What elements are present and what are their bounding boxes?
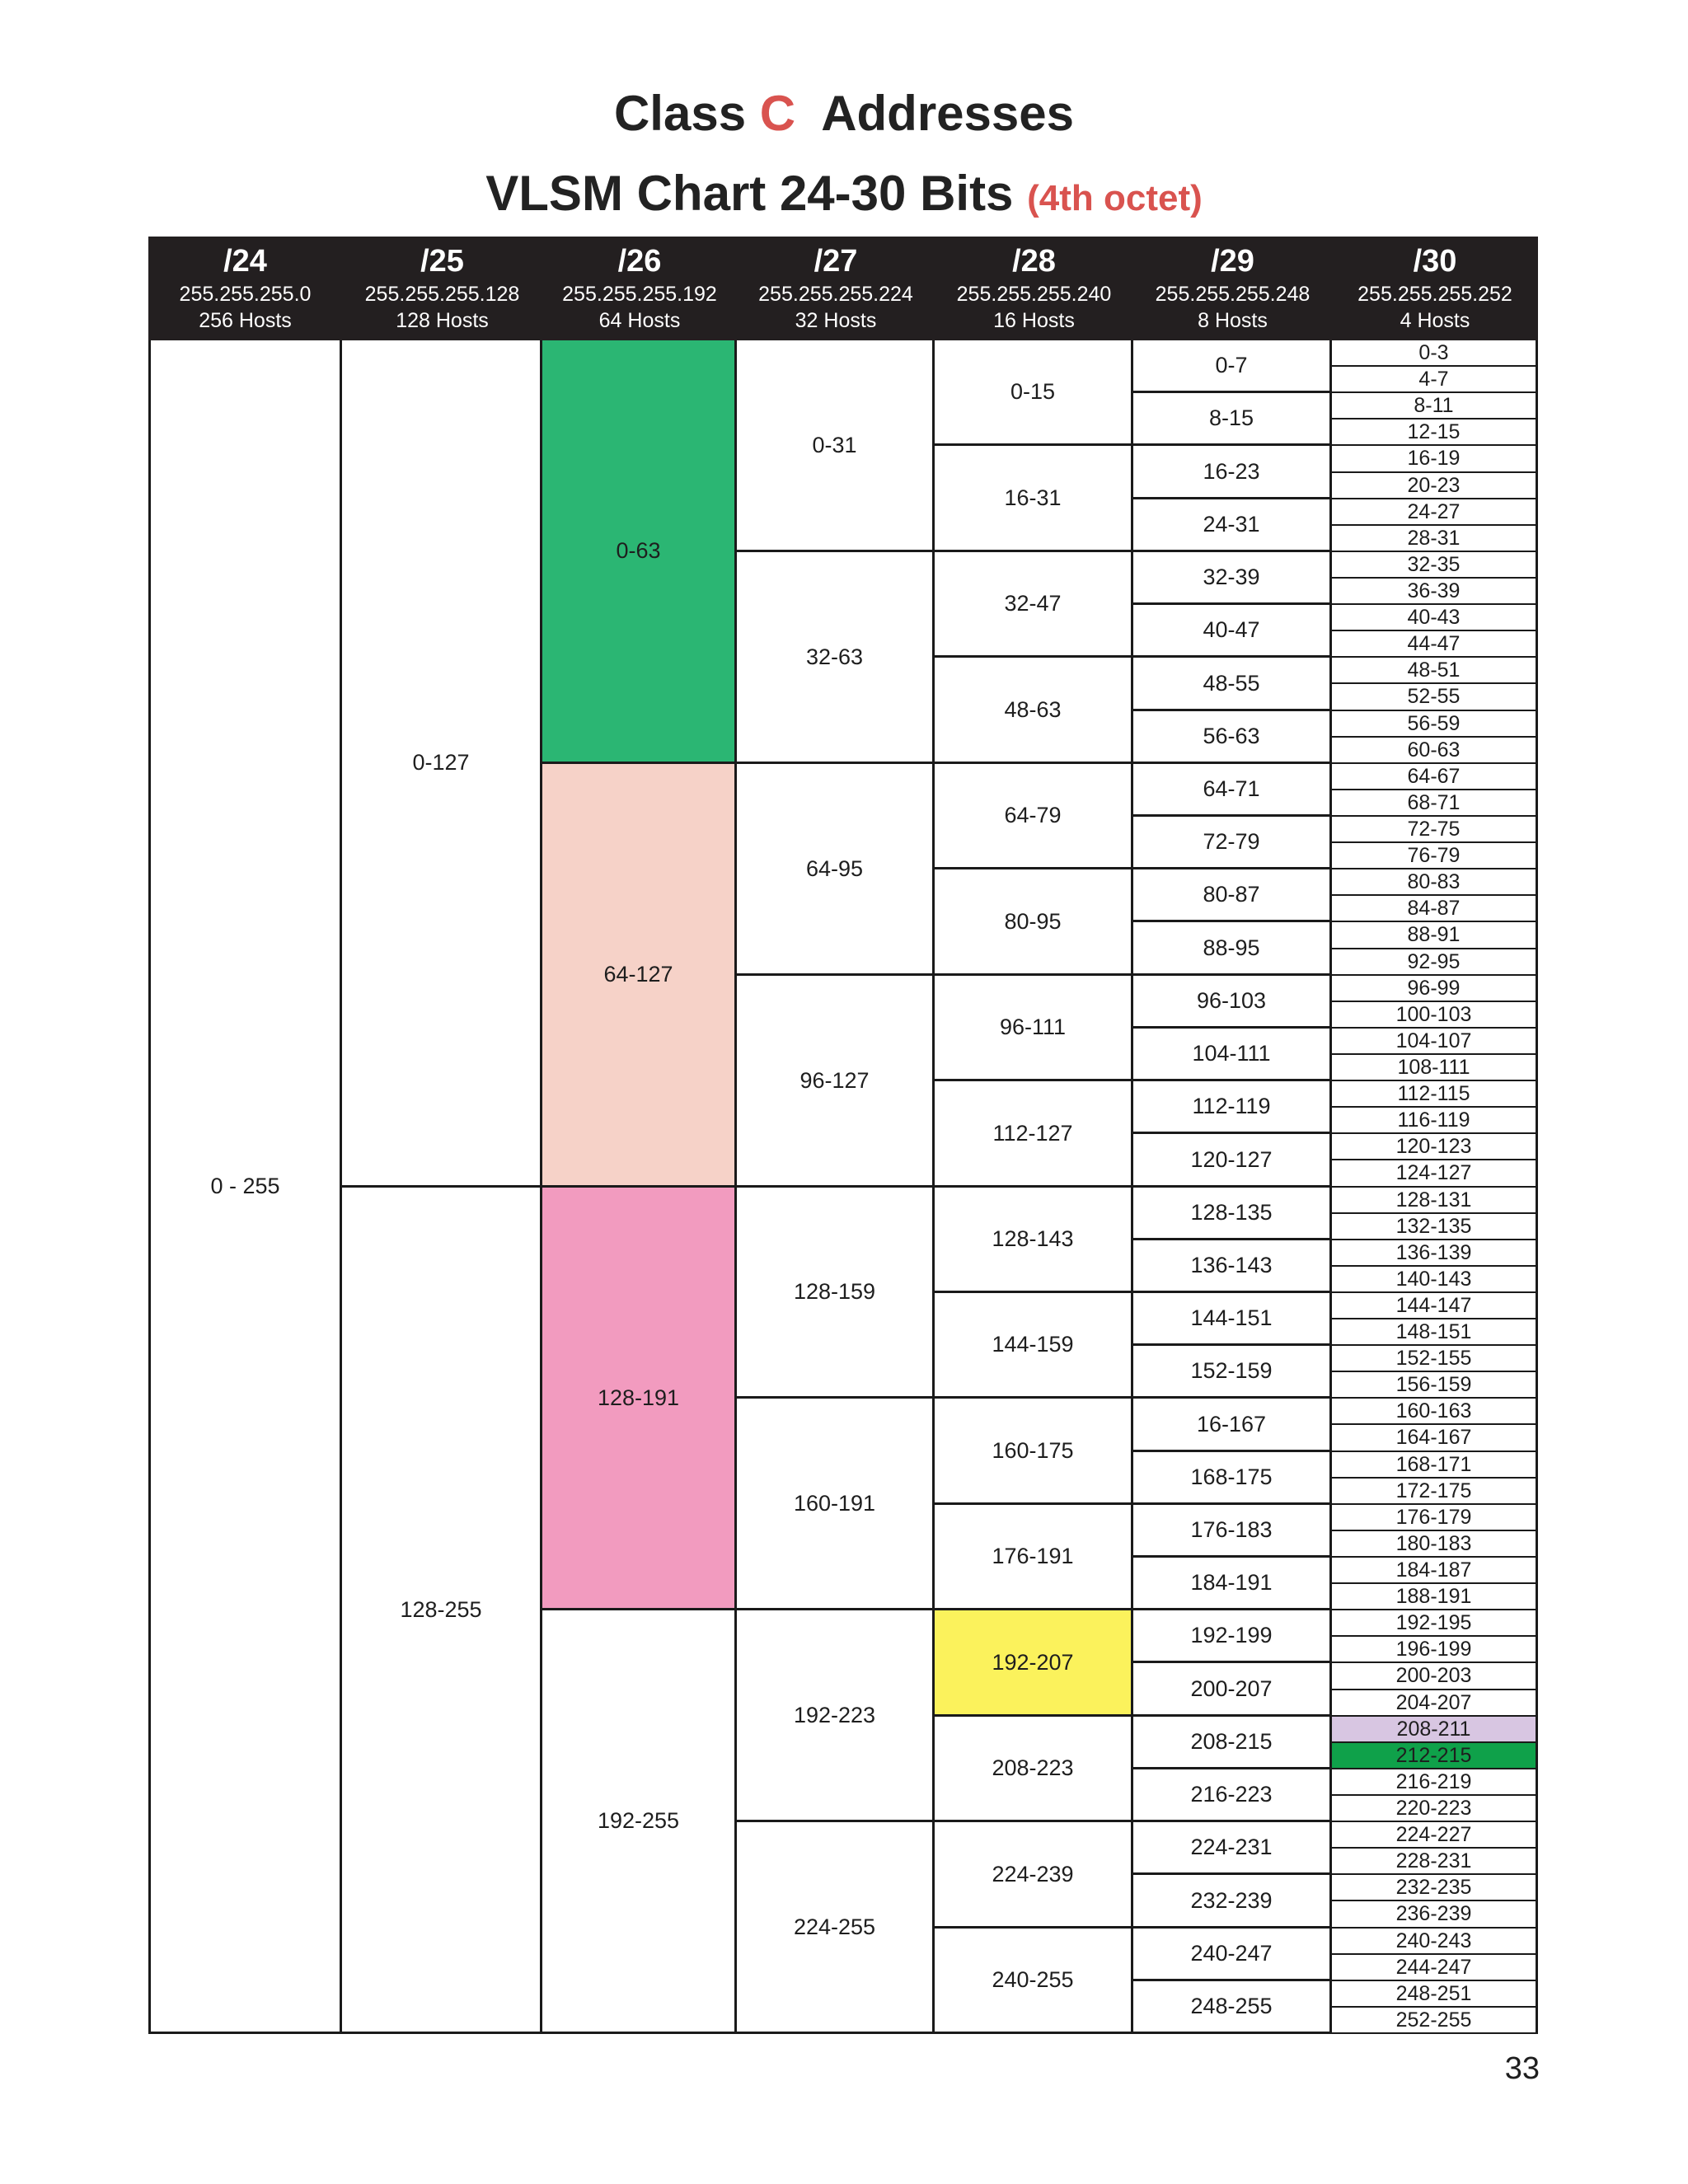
subnet-cell-30: 84-87 [1332,896,1538,922]
subnet-cell-27: 96-127 [737,976,935,1188]
subnet-cell-28: 128-143 [935,1188,1133,1293]
subnet-cell-29: 176-183 [1133,1505,1332,1558]
header-mask: 255.255.255.128 [364,283,520,306]
subnet-cell-30: 152-155 [1332,1346,1538,1372]
header-mask: 255.255.255.248 [1155,283,1311,306]
subnet-cell-28: 0-15 [935,340,1133,446]
subnet-cell-27: 160-191 [737,1399,935,1610]
subnet-cell-29: 136-143 [1133,1240,1332,1293]
page-title [0,81,1688,147]
subnet-cell-30: 124-127 [1332,1160,1538,1188]
subnet-cell-30: 244-247 [1332,1955,1538,1981]
header-prefix: /28 [1012,244,1056,279]
header-hosts: 16 Hosts [993,309,1075,332]
subnet-cell-27: 192-223 [737,1610,935,1822]
subnet-cell-29: 112-119 [1133,1081,1332,1134]
header-col-25 [342,237,542,340]
subnet-cell-28: 144-159 [935,1293,1133,1399]
subnet-cell-29: 192-199 [1133,1610,1332,1663]
header-hosts: 32 Hosts [795,309,877,332]
subnet-cell-30: 148-151 [1332,1319,1538,1346]
subnet-cell-29: 152-159 [1133,1346,1332,1399]
subnet-cell-30: 64-67 [1332,764,1538,790]
subnet-cell-30: 112-115 [1332,1081,1538,1108]
subnet-cell-30: 128-131 [1332,1188,1538,1214]
subnet-cell-30: 44-47 [1332,631,1538,658]
subnet-cell-24: 0 - 255 [148,340,342,2034]
chart-subtitle [0,161,1688,227]
subnet-cell-30: 108-111 [1332,1055,1538,1081]
subnet-cell-30: 228-231 [1332,1849,1538,1875]
subnet-cell-30: 216-219 [1332,1769,1538,1796]
subnet-cell-26: 0-63 [542,340,737,764]
subnet-cell-29: 216-223 [1133,1769,1332,1822]
subnet-cell-28: 16-31 [935,446,1133,552]
subnet-cell-26: 128-191 [542,1188,737,1610]
subnet-cell-30: 196-199 [1332,1637,1538,1663]
subnet-cell-30: 184-187 [1332,1558,1538,1584]
subnet-cell-30: 204-207 [1332,1690,1538,1717]
subnet-cell-28: 96-111 [935,976,1133,1081]
subnet-cell-30: 20-23 [1332,473,1538,499]
subnet-cell-28: 224-239 [935,1822,1133,1929]
header-mask: 255.255.255.192 [562,283,717,306]
subnet-cell-30: 136-139 [1332,1240,1538,1267]
subnet-cell-29: 56-63 [1133,711,1332,764]
subnet-cell-29: 240-247 [1133,1929,1332,1981]
subnet-cell-29: 184-191 [1133,1558,1332,1610]
subnet-cell-27: 128-159 [737,1188,935,1399]
subnet-cell-29: 88-95 [1133,922,1332,976]
header-prefix: /25 [420,244,464,279]
subnet-cell-30: 176-179 [1332,1505,1538,1531]
subnet-cell-30: 224-227 [1332,1822,1538,1849]
subnet-cell-30: 12-15 [1332,419,1538,446]
subnet-cell-29: 144-151 [1133,1293,1332,1346]
subnet-cell-30: 92-95 [1332,949,1538,976]
subnet-cell-30: 24-27 [1332,499,1538,526]
header-hosts: 8 Hosts [1198,309,1268,332]
subnet-cell-29: 120-127 [1133,1134,1332,1188]
subnet-cell-29: 96-103 [1133,976,1332,1029]
header-hosts: 64 Hosts [598,309,681,332]
subtitle-main: VLSM Chart 24-30 Bits [485,166,1014,221]
subnet-cell-29: 248-255 [1133,1981,1332,2034]
subnet-cell-29: 72-79 [1133,817,1332,869]
subnet-cell-30: 252-255 [1332,2008,1538,2034]
subnet-cell-30: 40-43 [1332,605,1538,631]
header-prefix: /27 [814,244,858,279]
subnet-cell-29: 168-175 [1133,1452,1332,1505]
subnet-cell-25: 0-127 [342,340,542,1188]
subnet-cell-30: 28-31 [1332,526,1538,552]
subnet-cell-30: 116-119 [1332,1108,1538,1134]
chart-header [148,237,1538,340]
subnet-cell-30: 248-251 [1332,1981,1538,2008]
subnet-cell-29: 200-207 [1133,1663,1332,1717]
subnet-cell-29: 128-135 [1133,1188,1332,1240]
subnet-cell-29: 232-239 [1133,1875,1332,1929]
subnet-cell-28: 48-63 [935,658,1133,764]
subnet-cell-27: 32-63 [737,552,935,764]
subnet-cell-30: 164-167 [1332,1425,1538,1452]
subnet-cell-30: 212-215 [1332,1743,1538,1769]
subnet-cell-30: 236-239 [1332,1901,1538,1929]
subnet-cell-28: 80-95 [935,869,1133,976]
subnet-cell-30: 240-243 [1332,1929,1538,1955]
subnet-cell-30: 172-175 [1332,1479,1538,1505]
chart-body [148,340,1538,2034]
header-col-29 [1133,237,1332,340]
header-col-28 [935,237,1133,340]
subnet-cell-30: 4-7 [1332,367,1538,393]
subnet-cell-28: 176-191 [935,1505,1133,1610]
subnet-cell-30: 160-163 [1332,1399,1538,1425]
subnet-cell-30: 232-235 [1332,1875,1538,1901]
subnet-cell-30: 72-75 [1332,817,1538,843]
subnet-cell-29: 0-7 [1133,340,1332,393]
subnet-cell-28: 240-255 [935,1929,1133,2034]
subnet-cell-30: 200-203 [1332,1663,1538,1690]
subnet-cell-30: 36-39 [1332,579,1538,605]
subnet-cell-30: 60-63 [1332,738,1538,764]
subnet-cell-29: 80-87 [1133,869,1332,922]
subnet-cell-30: 52-55 [1332,684,1538,711]
header-mask: 255.255.255.0 [179,283,312,306]
subnet-cell-30: 192-195 [1332,1610,1538,1637]
subnet-cell-29: 64-71 [1133,764,1332,817]
header-hosts: 4 Hosts [1400,309,1470,332]
header-prefix: /26 [617,244,662,279]
subnet-cell-29: 16-23 [1133,446,1332,499]
subnet-cell-30: 96-99 [1332,976,1538,1002]
subnet-cell-26: 192-255 [542,1610,737,2034]
subnet-cell-30: 88-91 [1332,922,1538,949]
subnet-cell-29: 8-15 [1133,393,1332,446]
header-prefix: /24 [223,244,267,279]
subnet-cell-30: 208-211 [1332,1717,1538,1743]
subnet-cell-28: 160-175 [935,1399,1133,1505]
subnet-cell-30: 188-191 [1332,1584,1538,1610]
title-prefix: Class [613,86,760,141]
subnet-cell-30: 56-59 [1332,711,1538,738]
subnet-cell-29: 208-215 [1133,1717,1332,1769]
header-prefix: /30 [1413,244,1457,279]
subnet-cell-30: 140-143 [1332,1267,1538,1293]
subnet-cell-25: 128-255 [342,1188,542,2034]
subnet-cell-30: 104-107 [1332,1029,1538,1055]
subnet-cell-28: 112-127 [935,1081,1133,1188]
header-hosts: 128 Hosts [396,309,489,332]
subnet-cell-30: 132-135 [1332,1214,1538,1240]
subnet-cell-29: 32-39 [1133,552,1332,605]
subnet-cell-30: 80-83 [1332,869,1538,896]
header-mask: 255.255.255.240 [956,283,1112,306]
header-prefix: /29 [1211,244,1254,279]
subnet-cell-29: 48-55 [1133,658,1332,711]
title-class-letter: C [759,86,796,141]
subtitle-octet-note: (4th octet) [1027,178,1203,218]
subnet-cell-27: 224-255 [737,1822,935,2034]
subnet-cell-29: 224-231 [1133,1822,1332,1875]
subnet-cell-30: 220-223 [1332,1796,1538,1822]
header-hosts: 256 Hosts [199,309,292,332]
subnet-cell-30: 16-19 [1332,446,1538,473]
subnet-cell-30: 144-147 [1332,1293,1538,1319]
subnet-cell-30: 120-123 [1332,1134,1538,1160]
subnet-cell-29: 104-111 [1133,1029,1332,1081]
vlsm-chart [148,237,1538,2034]
title-suffix: Addresses [795,86,1075,141]
subnet-cell-28: 32-47 [935,552,1133,658]
subnet-cell-30: 100-103 [1332,1002,1538,1029]
subnet-cell-30: 168-171 [1332,1452,1538,1479]
subnet-cell-29: 24-31 [1133,499,1332,552]
subnet-cell-28: 64-79 [935,764,1133,869]
header-col-27 [737,237,935,340]
header-col-26 [542,237,737,340]
subnet-cell-27: 64-95 [737,764,935,976]
subnet-cell-30: 8-11 [1332,393,1538,419]
subnet-cell-29: 40-47 [1133,605,1332,658]
page-number: 33 [1504,2051,1540,2086]
header-mask: 255.255.255.252 [1357,283,1512,306]
subnet-cell-30: 156-159 [1332,1372,1538,1399]
subnet-cell-30: 48-51 [1332,658,1538,684]
subnet-cell-28: 192-207 [935,1610,1133,1717]
subnet-cell-27: 0-31 [737,340,935,552]
header-col-24 [148,237,342,340]
subnet-cell-30: 32-35 [1332,552,1538,579]
subnet-cell-29: 16-167 [1133,1399,1332,1452]
subnet-cell-30: 76-79 [1332,843,1538,869]
subnet-cell-30: 68-71 [1332,790,1538,817]
subnet-cell-26: 64-127 [542,764,737,1188]
header-mask: 255.255.255.224 [758,283,913,306]
subnet-cell-28: 208-223 [935,1717,1133,1822]
subnet-cell-30: 0-3 [1332,340,1538,367]
header-col-30 [1332,237,1538,340]
subnet-cell-30: 180-183 [1332,1531,1538,1558]
